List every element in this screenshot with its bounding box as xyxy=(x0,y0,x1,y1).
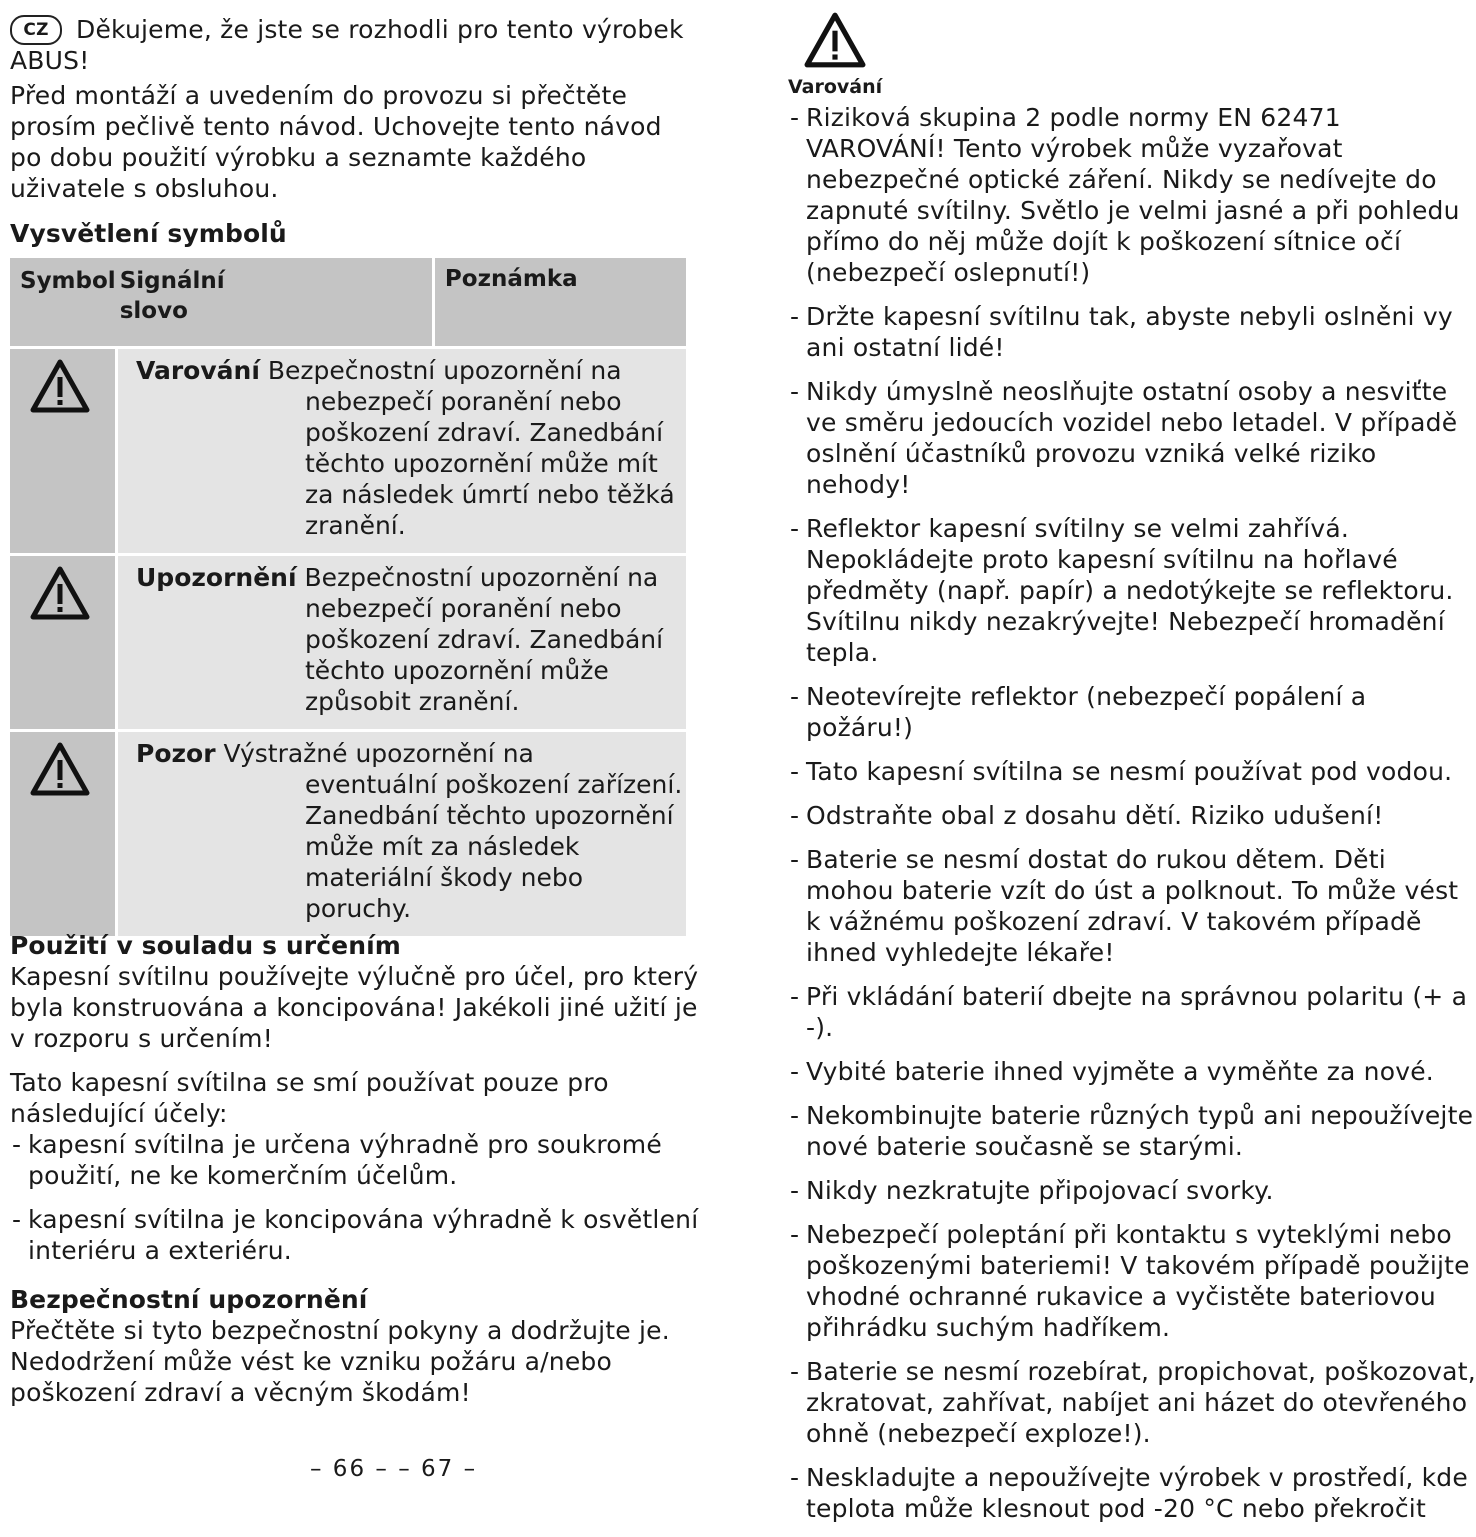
list-item: - Nekombinujte baterie různých typů ani nepoužívejte nové baterie současně se starými. xyxy=(788,1100,1476,1162)
list-item: - kapesní svítilna je určena výhradně pro soukromé použití, ne ke komerčním účelům. xyxy=(10,1129,700,1191)
list-item: - Neotevírejte reflektor (nebezpečí popálení a požáru!) xyxy=(788,681,1476,743)
thanks-text: Děkujeme, že jste se rozhodli pro tento výrobek ABUS! xyxy=(10,15,684,75)
note-first-line: Bezpečnostní upozornění na xyxy=(267,356,622,385)
safety-list xyxy=(788,102,1476,1537)
list-item: - Nebezpečí poleptání při kontaktu s vyteklými nebo poškozenými bateriemi! V takovém případě použijte vhodné ochranné rukavice a vyčistěte bateriovou přihrádku suchým hadříkem. xyxy=(788,1219,1476,1343)
warning-label: Varování xyxy=(788,76,883,98)
header-symbol: Symbol xyxy=(20,268,116,294)
signal-word: Upozornění xyxy=(136,563,297,592)
row-text xyxy=(118,732,686,936)
safety-section xyxy=(10,1284,700,1408)
note-first-line: Bezpečnostní upozornění na xyxy=(304,563,659,592)
intended-use-heading: Použití v souladu s určením xyxy=(10,931,401,960)
list-item: - Nikdy úmyslně neoslňujte ostatní osoby a nesviťte ve směru jedoucích vozidel nebo letadel. V případě oslnění účastníků provozu vzniká velké riziko nehody! xyxy=(788,376,1476,500)
language-badge: CZ xyxy=(10,15,62,45)
list-item: - Při vkládání baterií dbejte na správnou polaritu (+ a -). xyxy=(788,981,1476,1043)
symbols-table-header xyxy=(10,258,686,348)
intended-use-p1: Kapesní svítilnu používejte výlučně pro účel, pro který byla konstruována a koncipována! Jakékoli jiné užití je v rozporu s určením! xyxy=(10,962,699,1053)
list-item: - Držte kapesní svítilnu tak, abyste nebyli oslněni vy ani ostatní lidé! xyxy=(788,301,1476,363)
intended-use-section xyxy=(10,930,700,1279)
list-item: - Tato kapesní svítilna se nesmí používat pod vodou. xyxy=(788,756,1476,787)
warning-triangle-icon xyxy=(30,566,90,620)
header-note: Poznámka xyxy=(433,258,686,348)
note-text: nebezpečí poranění nebo poškození zdraví. Zanedbání těchto upozornění může mít za následek úmrtí nebo těžká zranění. xyxy=(305,387,675,540)
header-signal-word: Signální slovo xyxy=(119,268,225,324)
symbols-table xyxy=(10,258,686,939)
note-text: eventuální poškození zařízení. Zanedbání těchto upozornění může mít za následek materiální škody nebo poruchy. xyxy=(305,770,683,923)
table-row xyxy=(10,731,686,938)
list-item: - Neskladujte a nepoužívejte výrobek v prostředí, kde teplota může klesnout pod -20 °C nebo překročit xyxy=(788,1462,1476,1524)
signal-word: Varování xyxy=(136,356,260,385)
row-text xyxy=(118,556,686,729)
intended-use-list xyxy=(10,1129,700,1266)
list-item: - Reflektor kapesní svítilny se velmi zahřívá. Nepokládejte proto kapesní svítilnu na hořlavé předměty (např. papír) a nedotýkejte se reflektoru. Svítilnu nikdy nezakrývejte! Nebezpečí hromadění tepla. xyxy=(788,513,1476,668)
warning-triangle-icon xyxy=(30,742,90,796)
intro xyxy=(10,14,700,204)
list-item: - Odstraňte obal z dosahu dětí. Riziko udušení! xyxy=(788,800,1476,831)
note-text: nebezpečí poranění nebo poškození zdraví. Zanedbání těchto upozornění může způsobit zranění. xyxy=(305,594,664,716)
intro-read-text: Před montáží a uvedením do provozu si přečtěte prosím pečlivě tento návod. Uchovejte tento návod po dobu použití výrobku a seznamte každého uživatele s obsluhou. xyxy=(10,81,662,203)
warning-block xyxy=(788,12,882,98)
list-item: - kapesní svítilna je koncipována výhradně k osvětlení interiéru a exteriéru. xyxy=(10,1204,700,1266)
warning-triangle-icon xyxy=(804,12,866,68)
safety-p1: Přečtěte si tyto bezpečnostní pokyny a dodržujte je. Nedodržení může vést ke vzniku požáru a/nebo poškození zdraví a věcným škodám! xyxy=(10,1316,670,1407)
list-item: - Nikdy nezkratujte připojovací svorky. xyxy=(788,1175,1476,1206)
signal-word: Pozor xyxy=(136,739,216,768)
warning-triangle-icon xyxy=(30,359,90,413)
row-text xyxy=(118,349,686,553)
list-item: - Vybité baterie ihned vyjměte a vyměňte za nové. xyxy=(788,1056,1476,1087)
table-row xyxy=(10,348,686,555)
list-item: - Baterie se nesmí dostat do rukou dětem. Děti mohou baterie vzít do úst a polknout. To může vést k vážnému poškození zdraví. V takovém případě ihned vyhledejte lékaře! xyxy=(788,844,1476,968)
table-row xyxy=(10,555,686,731)
intended-use-p2: Tato kapesní svítilna se smí používat pouze pro následující účely: xyxy=(10,1068,609,1128)
safety-heading: Bezpečnostní upozornění xyxy=(10,1285,368,1314)
page-numbers: – 66 – – 67 – xyxy=(310,1456,478,1482)
list-item: - Baterie se nesmí rozebírat, propichovat, poškozovat, zkratovat, zahřívat, nabíjet ani házet do otevřeného ohně (nebezpečí exploze!). xyxy=(788,1356,1476,1449)
note-first-line: Výstražné upozornění na xyxy=(223,739,534,768)
list-item: - Riziková skupina 2 podle normy EN 62471 VAROVÁNÍ! Tento výrobek může vyzařovat nebezpečné optické záření. Nikdy se nedívejte do zapnuté svítilny. Světlo je velmi jasné a při pohledu přímo do něj může dojít k poškození sítnice očí (nebezpečí oslepnutí!) xyxy=(788,102,1476,288)
symbols-heading: Vysvětlení symbolů xyxy=(10,219,287,248)
